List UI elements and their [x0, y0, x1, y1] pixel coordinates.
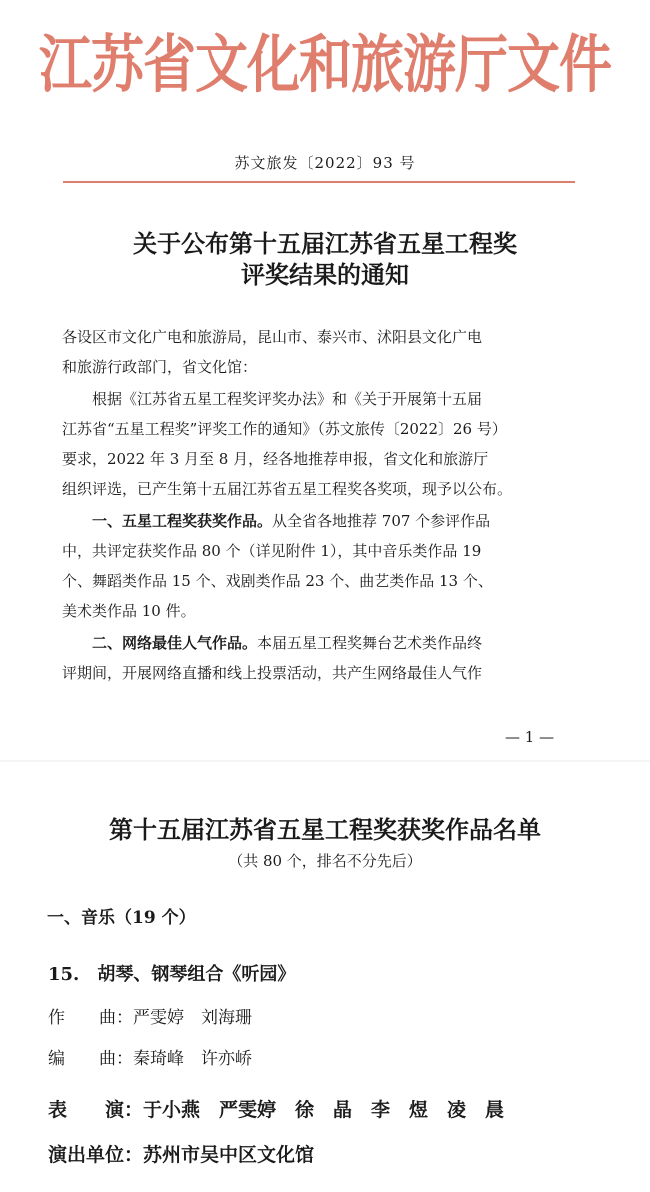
entry-composer: 作 曲：严雯婷 刘海珊	[48, 1008, 252, 1028]
paragraph-line: 一、五星工程奖获奖作品。从全省各地推荐 707 个参评作品	[92, 512, 491, 530]
paragraph-line: 组织评选，已产生第十五届江苏省五星工程奖各奖项，现予以公布。	[62, 480, 513, 498]
section-heading-awards: 一、五星工程奖获奖作品。	[92, 512, 273, 530]
list-subtitle: （共 80 个，排名不分先后）	[228, 852, 422, 870]
paragraph-line: 美术类作品 10 件。	[62, 602, 196, 620]
entry-unit: 演出单位：苏州市吴中区文化馆	[48, 1144, 315, 1166]
entry-title: 15. 胡琴、钢琴组合《听园》	[48, 964, 296, 985]
document-header: 江苏省文化和旅游厅文件	[39, 29, 611, 102]
addressee-line: 各设区市文化广电和旅游局，昆山市、泰兴市、沭阳县文化广电	[62, 328, 483, 346]
header-divider	[63, 181, 575, 183]
page-number: — 1 —	[505, 728, 555, 746]
addressee-line: 和旅游行政部门，省文化馆：	[62, 358, 258, 376]
entry-performers: 表 演：于小燕 严雯婷 徐 晶 李 煜 凌 晨	[48, 1099, 505, 1121]
paragraph-line: 个、舞蹈类作品 15 个、戏剧类作品 23 个、曲艺类作品 13 个、	[62, 572, 493, 590]
entry-arranger: 编 曲：秦琦峰 许亦峤	[48, 1049, 252, 1069]
paragraph-line: 要求，2022 年 3 月至 8 月，经各地推荐申报，省文化和旅游厅	[62, 450, 489, 468]
notice-title-line2: 评奖结果的通知	[241, 260, 409, 289]
paragraph-line: 江苏省“五星工程奖”评奖工作的通知》（苏文旅传〔2022〕26 号）	[62, 420, 507, 438]
page-separator	[0, 760, 650, 762]
paragraph-line: 评期间，开展网络直播和线上投票活动，共产生网络最佳人气作	[62, 664, 483, 682]
paragraph-line: 二、网络最佳人气作品。本届五星工程奖舞台艺术类作品终	[92, 634, 483, 652]
notice-title-line1: 关于公布第十五届江苏省五星工程奖	[133, 229, 517, 258]
document-number: 苏文旅发〔2022〕93 号	[234, 154, 416, 172]
paragraph-line: 根据《江苏省五星工程奖评奖办法》和《关于开展第十五届	[92, 390, 483, 408]
paragraph-line: 中，共评定获奖作品 80 个（详见附件 1），其中音乐类作品 19	[62, 542, 482, 560]
section-heading-online: 二、网络最佳人气作品。	[92, 634, 258, 652]
list-title: 第十五届江苏省五星工程奖获奖作品名单	[109, 815, 541, 844]
category-heading: 一、音乐（19 个）	[47, 908, 196, 928]
